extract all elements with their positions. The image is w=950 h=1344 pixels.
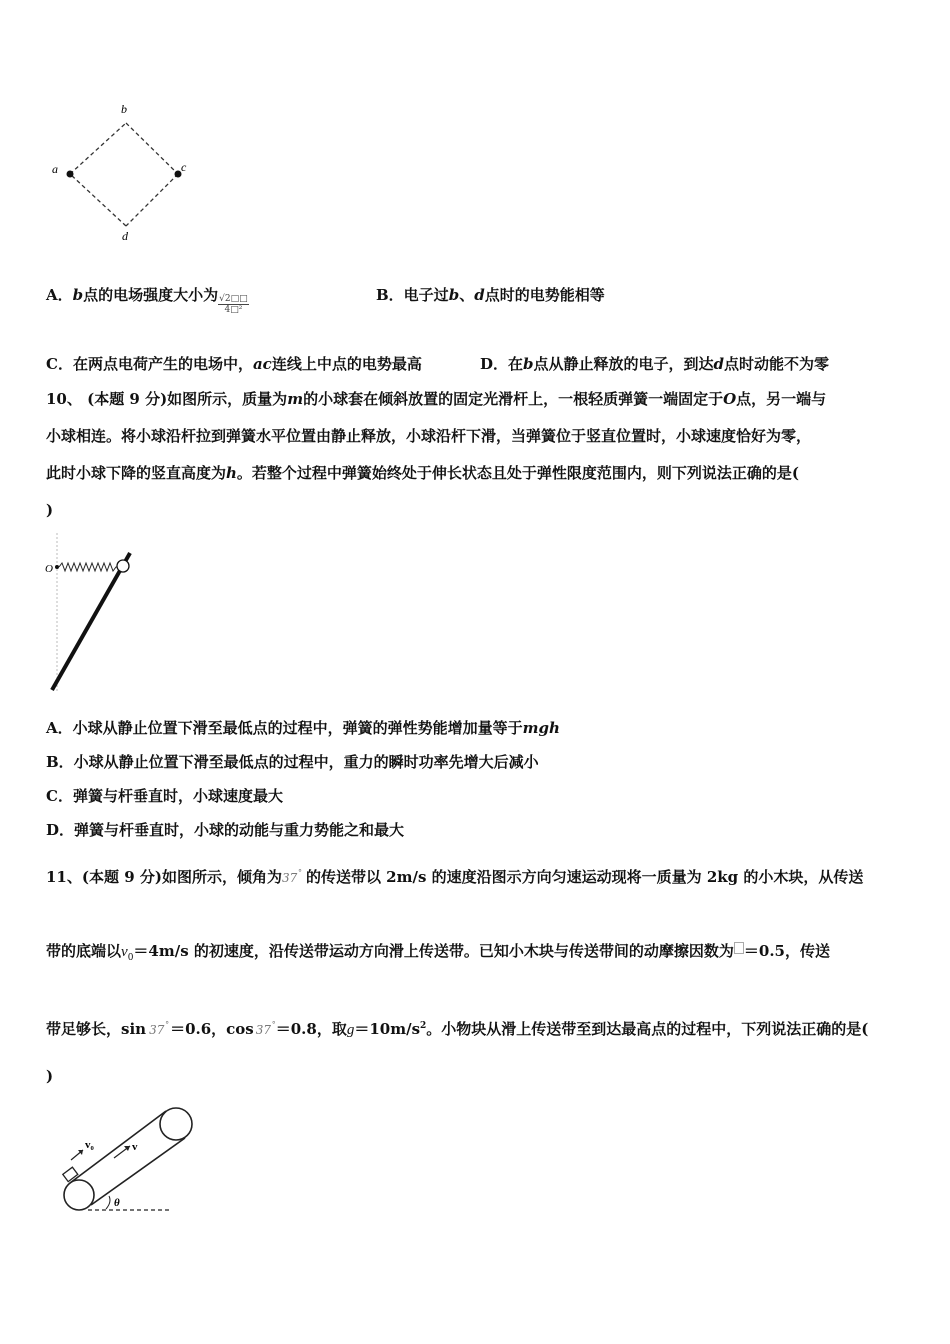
q10-option-c: C．弹簧与杆垂直时，小球速度最大 [46,787,283,805]
inclined-rod [52,553,130,690]
angle-value: 37 [255,1023,272,1037]
q10-line-2: 小球相连。将小球沿杆拉到弹簧水平位置由静止释放，小球沿杆下滑，当弹簧位于竖直位置时，小球速度恰好为零， [46,427,812,445]
option-d-prefix: D．在 [480,355,524,373]
fraction-denominator: 4□² [224,305,243,315]
q11-text: ＝4m/s 的初速度，沿传送带运动方向滑上传送带。已知小木块与传送带间的动摩擦因数为 [133,942,734,960]
q10-option-a [46,718,560,738]
small-ball [117,560,129,572]
label-a: a [52,162,58,176]
spring-rod-figure [40,528,150,698]
option-a-prefix: A． [46,286,73,304]
q10-text: 的小球套在倾斜放置的固定光滑杆上，一根轻质弹簧一端固定于 [303,390,724,408]
v0-subscript: 0 [127,953,134,963]
option-c-text: 连线上中点的电势最高 [271,355,422,373]
option-c-ac: ac [252,355,272,373]
option-a-text: 点的电场强度大小为 [83,286,219,304]
degree-sign: ° [271,1020,276,1029]
option-a-mgh: mgh [522,719,560,737]
option-a-text: A．小球从静止位置下滑至最低点的过程中，弹簧的弹性势能增加量等于 [46,719,523,737]
charge-a [67,171,74,178]
mu-placeholder-icon [734,942,744,954]
degree-sign: ° [165,1020,170,1029]
q10-line-3 [46,463,799,483]
angle-value: 37 [149,1023,165,1037]
label-v: v [132,1141,138,1153]
g-symbol: g [346,1022,355,1038]
angle-value: 37 [281,871,298,885]
q10-O: O [723,390,737,408]
option-d-b: b [523,355,534,373]
rhombus-figure [40,95,210,250]
q10-line-4: ) [46,501,54,519]
q11-text: ＝10m/s [354,1020,421,1038]
option-c-prefix: C．在两点电荷产生的电场中， [46,355,253,373]
conveyor-belt-figure [52,1098,212,1220]
option-d-text: 点时动能不为零 [724,355,830,373]
pivot-point [55,565,59,569]
q11-text: 的传送带以 2m/s 的速度沿图示方向匀速运动现将一质量为 2kg 的小木块，从传送 [305,868,864,886]
q9-option-c [46,354,422,374]
q10-text: 此时小球下降的竖直高度为 [46,464,227,482]
option-b-d: d [474,286,485,304]
q10-line-1 [46,389,826,409]
q10-text: 点，另一端与 [736,390,827,408]
q9-option-b [376,285,605,305]
squared: 2 [420,1021,427,1031]
option-b-b: b [448,286,460,304]
q11-text: 带足够长，sin [46,1020,147,1038]
q10-text: 。若整个过程中弹簧始终处于伸长状态且处于弹性限度范围内，则下列说法正确的是( [236,464,800,482]
v0-symbol: v [121,944,128,960]
degree-sign: ° [297,868,302,877]
option-d-mid: 点从静止释放的电子，到达 [533,355,714,373]
q9-option-d [480,354,829,374]
q11-line-2 [46,941,830,968]
q11-text: ＝0.6，cos [170,1020,254,1038]
fraction-numerator: √2□□ [219,294,248,304]
q11-line-3 [46,1016,868,1040]
belt-lower [91,1138,185,1205]
angle-arc [106,1196,110,1209]
q11-text: 。小物块从滑上传送带至到达最高点的过程中，下列说法正确的是( [426,1020,869,1038]
q11-text: ＝0.5，传送 [743,942,830,960]
option-b-text: 点时的电势能相等 [484,286,605,304]
spring [59,563,123,571]
label-b: b [121,102,127,116]
label-d: d [122,229,128,243]
q10-option-b: B．小球从静止位置下滑至最低点的过程中，重力的瞬时功率先增大后减小 [46,753,539,771]
bottom-roller [64,1180,94,1210]
rhombus-dashed-lines [70,123,178,226]
q10-option-d: D．弹簧与杆垂直时，小球的动能与重力势能之和最大 [46,821,405,839]
q11-line-4: ) [46,1067,54,1085]
q10-m: m [287,390,304,408]
option-a-b: b [72,286,84,304]
option-d-d: d [713,355,725,373]
option-a-fraction [218,294,248,315]
q9-option-a [46,285,249,315]
option-b-sep: 、 [459,286,475,304]
label-theta: θ [114,1197,120,1209]
option-b-prefix: B．电子过 [376,286,449,304]
q11-text: ＝0.8，取 [275,1020,347,1038]
q10-h: h [226,464,237,482]
label-v0: v₀ [85,1139,94,1151]
q11-line-1 [46,867,863,887]
q10-text: 10、 (本题 9 分)如图所示，质量为 [46,390,288,408]
q11-text: 带的底端以 [46,942,122,960]
label-O: O [45,563,53,575]
label-c: c [181,160,187,174]
q11-text: 11、(本题 9 分)如图所示，倾角为 [46,868,282,886]
